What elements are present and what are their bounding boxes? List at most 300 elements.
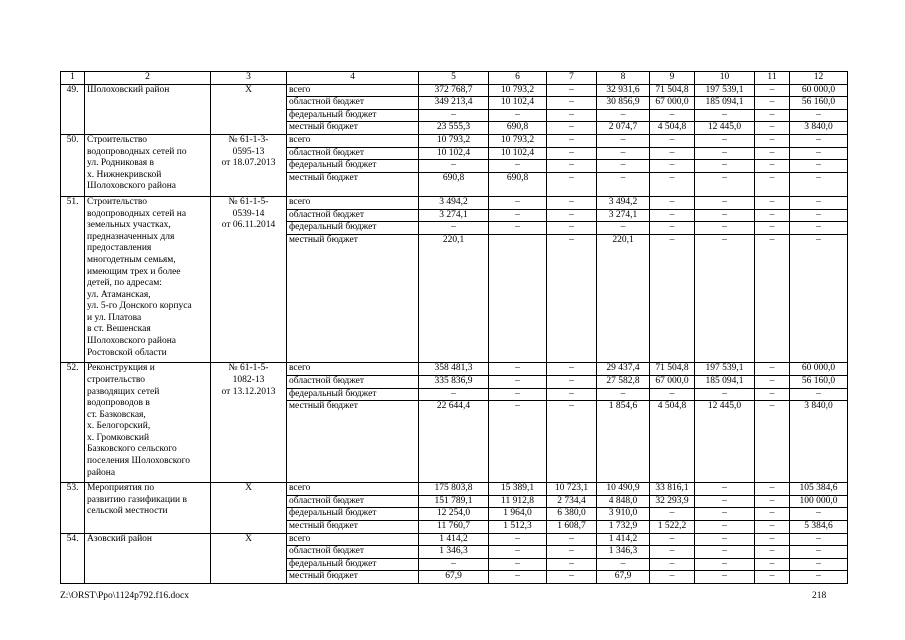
amount-cell: 2 074,7 [597,122,650,135]
amount-cell: – [695,571,755,584]
amount-cell: 71 504,8 [650,363,695,376]
funding-source: всего [287,84,419,97]
amount-cell: – [597,222,650,235]
amount-cell: – [489,558,547,571]
amount-cell: – [755,160,790,173]
amount-cell: 3 494,2 [419,196,489,209]
amount-cell: 12 254,0 [419,508,489,521]
amount-cell: 6 380,0 [547,508,597,521]
amount-cell: – [755,546,790,559]
amount-cell: – [755,97,790,110]
amount-cell: 151 789,1 [419,495,489,508]
header-cell: 4 [287,72,419,85]
header-row [61,72,848,85]
funding-source: всего [287,533,419,546]
amount-cell: – [695,160,755,173]
amount-cell: – [547,97,597,110]
object-name [85,533,211,583]
header-cell: 3 [211,72,287,85]
header-cell: 8 [597,72,650,85]
amount-cell: 3 910,0 [597,508,650,521]
amount-cell: – [695,209,755,222]
object-name-line: Шолоховского района [87,336,177,347]
amount-cell: 349 213,4 [419,97,489,110]
amount-cell: 67,9 [597,571,650,584]
amount-cell: 67 000,0 [650,375,695,388]
row-number: 49. [61,84,85,134]
amount-cell: 220,1 [419,234,489,363]
object-name-line: поселения Шолоховского [87,456,191,467]
amount-cell: – [755,401,790,483]
amount-cell: 32 931,6 [597,84,650,97]
funding-source: местный бюджет [287,234,419,363]
amount-cell: – [597,388,650,401]
funding-source: федеральный бюджет [287,388,419,401]
object-name-line: Строительство [87,196,148,207]
amount-cell: 60 000,0 [790,363,848,376]
amount-cell: – [650,172,695,196]
project-document [211,196,287,362]
object-name-line: развитию газификации в [87,494,187,505]
project-document-line: Х [245,483,252,494]
amount-cell: 185 094,1 [695,97,755,110]
amount-cell: 23 555,3 [419,122,489,135]
amount-cell: 1 854,6 [597,401,650,483]
header-cell: 7 [547,72,597,85]
amount-cell: – [790,571,848,584]
object-name-line: ул. 5-го Донского корпуса [87,301,192,312]
object-name-line: водопроводов в [87,398,150,409]
project-document-line: от 06.11.2014 [221,220,276,231]
object-name-line: Азовский район [87,533,152,544]
amount-cell: – [597,134,650,147]
project-document-line: Х [245,533,252,544]
object-name-line: района [87,467,116,478]
amount-cell: – [755,375,790,388]
amount-cell: 56 160,0 [790,375,848,388]
object-name-line: х. Белогорский, [87,421,151,432]
object-name-line: земельных участках, [87,220,171,231]
amount-cell: – [755,172,790,196]
amount-cell: – [650,234,695,363]
amount-cell: – [755,521,790,534]
amount-cell: – [489,160,547,173]
amount-cell: 690,8 [489,172,547,196]
amount-cell: – [695,483,755,496]
amount-cell: – [650,508,695,521]
object-name-line: х. Громковский [87,432,150,443]
header-cell: 1 [61,72,85,85]
header-cell: 10 [695,72,755,85]
funding-source: федеральный бюджет [287,508,419,521]
funding-source: всего [287,363,419,376]
object-name-line: ул. Родниковая в [87,158,155,169]
amount-cell: – [489,222,547,235]
amount-cell: 4 504,8 [650,122,695,135]
funding-source: областной бюджет [287,375,419,388]
amount-cell: 335 836,9 [419,375,489,388]
funding-source: местный бюджет [287,571,419,584]
amount-cell: – [790,134,848,147]
object-name-line: Базковского сельского [87,444,177,455]
amount-cell: 1 964,0 [489,508,547,521]
amount-cell: – [755,388,790,401]
amount-cell: – [695,222,755,235]
amount-cell: – [489,401,547,483]
amount-cell: – [755,147,790,160]
amount-cell: – [597,172,650,196]
amount-cell: 1 732,9 [597,521,650,534]
amount-cell: 10 793,2 [419,134,489,147]
project-document-line: № 61-1-5- [228,363,269,374]
object-name-line: и ул. Платова [87,312,142,323]
table-row [61,533,848,546]
funding-source: всего [287,196,419,209]
object-name-line: Ростовской области [87,347,167,358]
project-document [211,134,287,196]
header-cell: 6 [489,72,547,85]
object-name-line: Реконструкция и [87,363,155,374]
amount-cell: 1 608,7 [547,521,597,534]
amount-cell: – [695,388,755,401]
project-document [211,363,287,483]
amount-cell: – [755,134,790,147]
amount-cell: – [489,209,547,222]
amount-cell: 1 414,2 [597,533,650,546]
amount-cell: – [419,558,489,571]
project-document-line: 0539-14 [232,208,265,219]
amount-cell: 10 723,1 [547,483,597,496]
amount-cell: – [695,172,755,196]
object-name-line: многодетным семьям, [87,254,176,265]
amount-cell: – [650,388,695,401]
amount-cell: 27 582,8 [597,375,650,388]
amount-cell: 1 346,3 [419,546,489,559]
object-name-line: водопроводных сетей по [87,146,187,157]
amount-cell: – [755,533,790,546]
amount-cell: 100 000,0 [790,495,848,508]
amount-cell: – [547,571,597,584]
amount-cell: – [489,196,547,209]
amount-cell: – [547,222,597,235]
amount-cell: 220,1 [597,234,650,363]
amount-cell: 105 384,6 [790,483,848,496]
amount-cell: – [790,209,848,222]
object-name-line: ст. Базковская, [87,409,146,420]
amount-cell: 2 734,4 [547,495,597,508]
amount-cell [489,234,547,363]
amount-cell: – [597,160,650,173]
object-name-line: ул. Атаманская, [87,289,151,300]
amount-cell: – [547,122,597,135]
header-cell: 12 [790,72,848,85]
amount-cell: – [695,533,755,546]
amount-cell: – [790,388,848,401]
amount-cell: – [755,558,790,571]
amount-cell: – [790,222,848,235]
amount-cell: – [547,546,597,559]
amount-cell: – [489,546,547,559]
object-name-line: сельской местности [87,506,168,517]
amount-cell: – [695,147,755,160]
amount-cell: 372 768,7 [419,84,489,97]
amount-cell: – [755,571,790,584]
amount-cell: – [755,196,790,209]
object-name-line: водопроводных сетей на [87,208,187,219]
amount-cell: 690,8 [489,122,547,135]
amount-cell: – [597,147,650,160]
amount-cell: 10 102,4 [489,147,547,160]
funding-source: областной бюджет [287,147,419,160]
amount-cell: – [790,172,848,196]
amount-cell: – [695,134,755,147]
amount-cell: – [419,388,489,401]
amount-cell: – [650,160,695,173]
amount-cell: – [547,196,597,209]
object-name [85,84,211,134]
amount-cell: – [695,196,755,209]
amount-cell: 1 414,2 [419,533,489,546]
amount-cell: – [419,160,489,173]
project-document [211,533,287,583]
amount-cell: – [489,363,547,376]
amount-cell: – [419,109,489,122]
amount-cell: – [547,109,597,122]
funding-source: федеральный бюджет [287,160,419,173]
amount-cell: – [695,234,755,363]
amount-cell: – [650,571,695,584]
object-name-line: разводящих сетей [87,386,160,397]
amount-cell: – [790,533,848,546]
funding-source: всего [287,134,419,147]
amount-cell: – [547,84,597,97]
amount-cell: – [755,495,790,508]
amount-cell: – [489,571,547,584]
amount-cell: – [650,546,695,559]
amount-cell: 3 274,1 [597,209,650,222]
amount-cell: – [790,160,848,173]
amount-cell: – [755,222,790,235]
amount-cell: 3 840,0 [790,401,848,483]
amount-cell: 3 840,0 [790,122,848,135]
amount-cell: – [790,109,848,122]
amount-cell: 10 793,2 [489,134,547,147]
table-row [61,84,848,97]
object-name [85,363,211,483]
row-number: 50. [61,134,85,196]
amount-cell: – [489,375,547,388]
object-name-line: детей, по адресам: [87,278,162,289]
amount-cell: 4 504,8 [650,401,695,483]
table-row [61,134,848,147]
header-cell: 11 [755,72,790,85]
amount-cell: – [547,375,597,388]
amount-cell: – [547,134,597,147]
funding-source: всего [287,483,419,496]
amount-cell: 175 803,8 [419,483,489,496]
table-row [61,483,848,496]
table-row [61,196,848,209]
amount-cell: – [489,388,547,401]
header-cell: 2 [85,72,211,85]
page-number: 218 [812,591,827,601]
funding-source: областной бюджет [287,495,419,508]
object-name-line: х. Нижнекривской [87,169,162,180]
amount-cell: 32 293,9 [650,495,695,508]
object-name-line: имеющим трех и более [87,266,181,277]
amount-cell: 3 274,1 [419,209,489,222]
object-name-line: предназначенных для [87,231,175,242]
object-name-line: строительство [87,374,146,385]
funding-source: областной бюджет [287,546,419,559]
amount-cell: 67 000,0 [650,97,695,110]
amount-cell: – [650,209,695,222]
object-name-line: Строительство [87,134,148,145]
project-document-line: от 13.12.2013 [221,386,276,397]
amount-cell: – [755,483,790,496]
amount-cell: – [547,558,597,571]
project-document [211,483,287,533]
amount-cell: 71 504,8 [650,84,695,97]
amount-cell: – [755,109,790,122]
amount-cell: 197 539,1 [695,84,755,97]
amount-cell: – [547,401,597,483]
amount-cell: – [790,546,848,559]
amount-cell: – [419,222,489,235]
amount-cell: – [650,533,695,546]
row-number: 53. [61,483,85,533]
project-document-line: № 61-1-3- [228,134,269,145]
amount-cell: 67,9 [419,571,489,584]
funding-source: федеральный бюджет [287,558,419,571]
amount-cell: 56 160,0 [790,97,848,110]
amount-cell: – [790,196,848,209]
funding-source: местный бюджет [287,401,419,483]
amount-cell: 10 102,4 [489,97,547,110]
amount-cell: – [547,147,597,160]
amount-cell: – [597,109,650,122]
amount-cell: – [547,234,597,363]
amount-cell: – [547,209,597,222]
amount-cell: 185 094,1 [695,375,755,388]
amount-cell: – [547,533,597,546]
amount-cell: – [650,134,695,147]
amount-cell: 358 481,3 [419,363,489,376]
amount-cell: – [790,234,848,363]
object-name-line: Шолоховского района [87,181,177,192]
amount-cell: – [597,558,650,571]
object-name [85,134,211,196]
amount-cell: – [489,533,547,546]
object-name-line: предоставления [87,243,152,254]
amount-cell: 690,8 [419,172,489,196]
funding-source: областной бюджет [287,97,419,110]
amount-cell: – [755,508,790,521]
amount-cell: – [695,521,755,534]
amount-cell: 1 522,2 [650,521,695,534]
amount-cell: 1 346,3 [597,546,650,559]
amount-cell: 1 512,3 [489,521,547,534]
object-name [85,196,211,362]
amount-cell: 197 539,1 [695,363,755,376]
object-name-line: Шолоховский район [87,84,170,95]
project-document-line: 1082-13 [232,374,265,385]
amount-cell: 10 490,9 [597,483,650,496]
amount-cell: 15 389,1 [489,483,547,496]
amount-cell: 60 000,0 [790,84,848,97]
amount-cell: – [755,122,790,135]
funding-source: местный бюджет [287,172,419,196]
object-name [85,483,211,533]
row-number: 51. [61,196,85,362]
amount-cell: 12 445,0 [695,122,755,135]
amount-cell: 10 793,2 [489,84,547,97]
amount-cell: 5 384,6 [790,521,848,534]
amount-cell: 33 816,1 [650,483,695,496]
amount-cell: – [695,508,755,521]
amount-cell: 11 912,8 [489,495,547,508]
project-document-line: 0595-13 [232,146,265,157]
row-number: 52. [61,363,85,483]
amount-cell: – [755,363,790,376]
row-number: 54. [61,533,85,583]
amount-cell: – [695,558,755,571]
amount-cell: – [547,160,597,173]
funding-source: федеральный бюджет [287,222,419,235]
amount-cell: – [547,172,597,196]
amount-cell: – [650,147,695,160]
project-document-line: Х [245,84,252,95]
amount-cell: 10 102,4 [419,147,489,160]
amount-cell: 3 494,2 [597,196,650,209]
amount-cell: – [790,558,848,571]
budget-table [60,71,848,584]
amount-cell: 11 760,7 [419,521,489,534]
amount-cell: 22 644,4 [419,401,489,483]
amount-cell: – [695,495,755,508]
amount-cell: – [547,363,597,376]
amount-cell: – [650,196,695,209]
amount-cell: 29 437,4 [597,363,650,376]
amount-cell: – [650,109,695,122]
funding-source: областной бюджет [287,209,419,222]
amount-cell: – [790,147,848,160]
footer-file-path: Z:\ORST\Ppo\1124p792.f16.docx [60,591,189,601]
object-name-line: Мероприятия по [87,483,155,494]
amount-cell: – [650,558,695,571]
amount-cell: – [755,234,790,363]
object-name-line: в ст. Вешенская [87,324,151,335]
amount-cell: – [755,84,790,97]
amount-cell: 12 445,0 [695,401,755,483]
project-document-line: от 18.07.2013 [221,158,276,169]
project-document-line: № 61-1-5- [228,196,269,207]
funding-source: местный бюджет [287,122,419,135]
amount-cell: – [755,209,790,222]
amount-cell: – [790,508,848,521]
amount-cell: 4 848,0 [597,495,650,508]
amount-cell: – [695,546,755,559]
amount-cell: – [650,222,695,235]
amount-cell: – [695,109,755,122]
project-document [211,84,287,134]
header-cell: 5 [419,72,489,85]
header-cell: 9 [650,72,695,85]
amount-cell: – [489,109,547,122]
amount-cell: 30 856,9 [597,97,650,110]
funding-source: федеральный бюджет [287,109,419,122]
funding-source: местный бюджет [287,521,419,534]
